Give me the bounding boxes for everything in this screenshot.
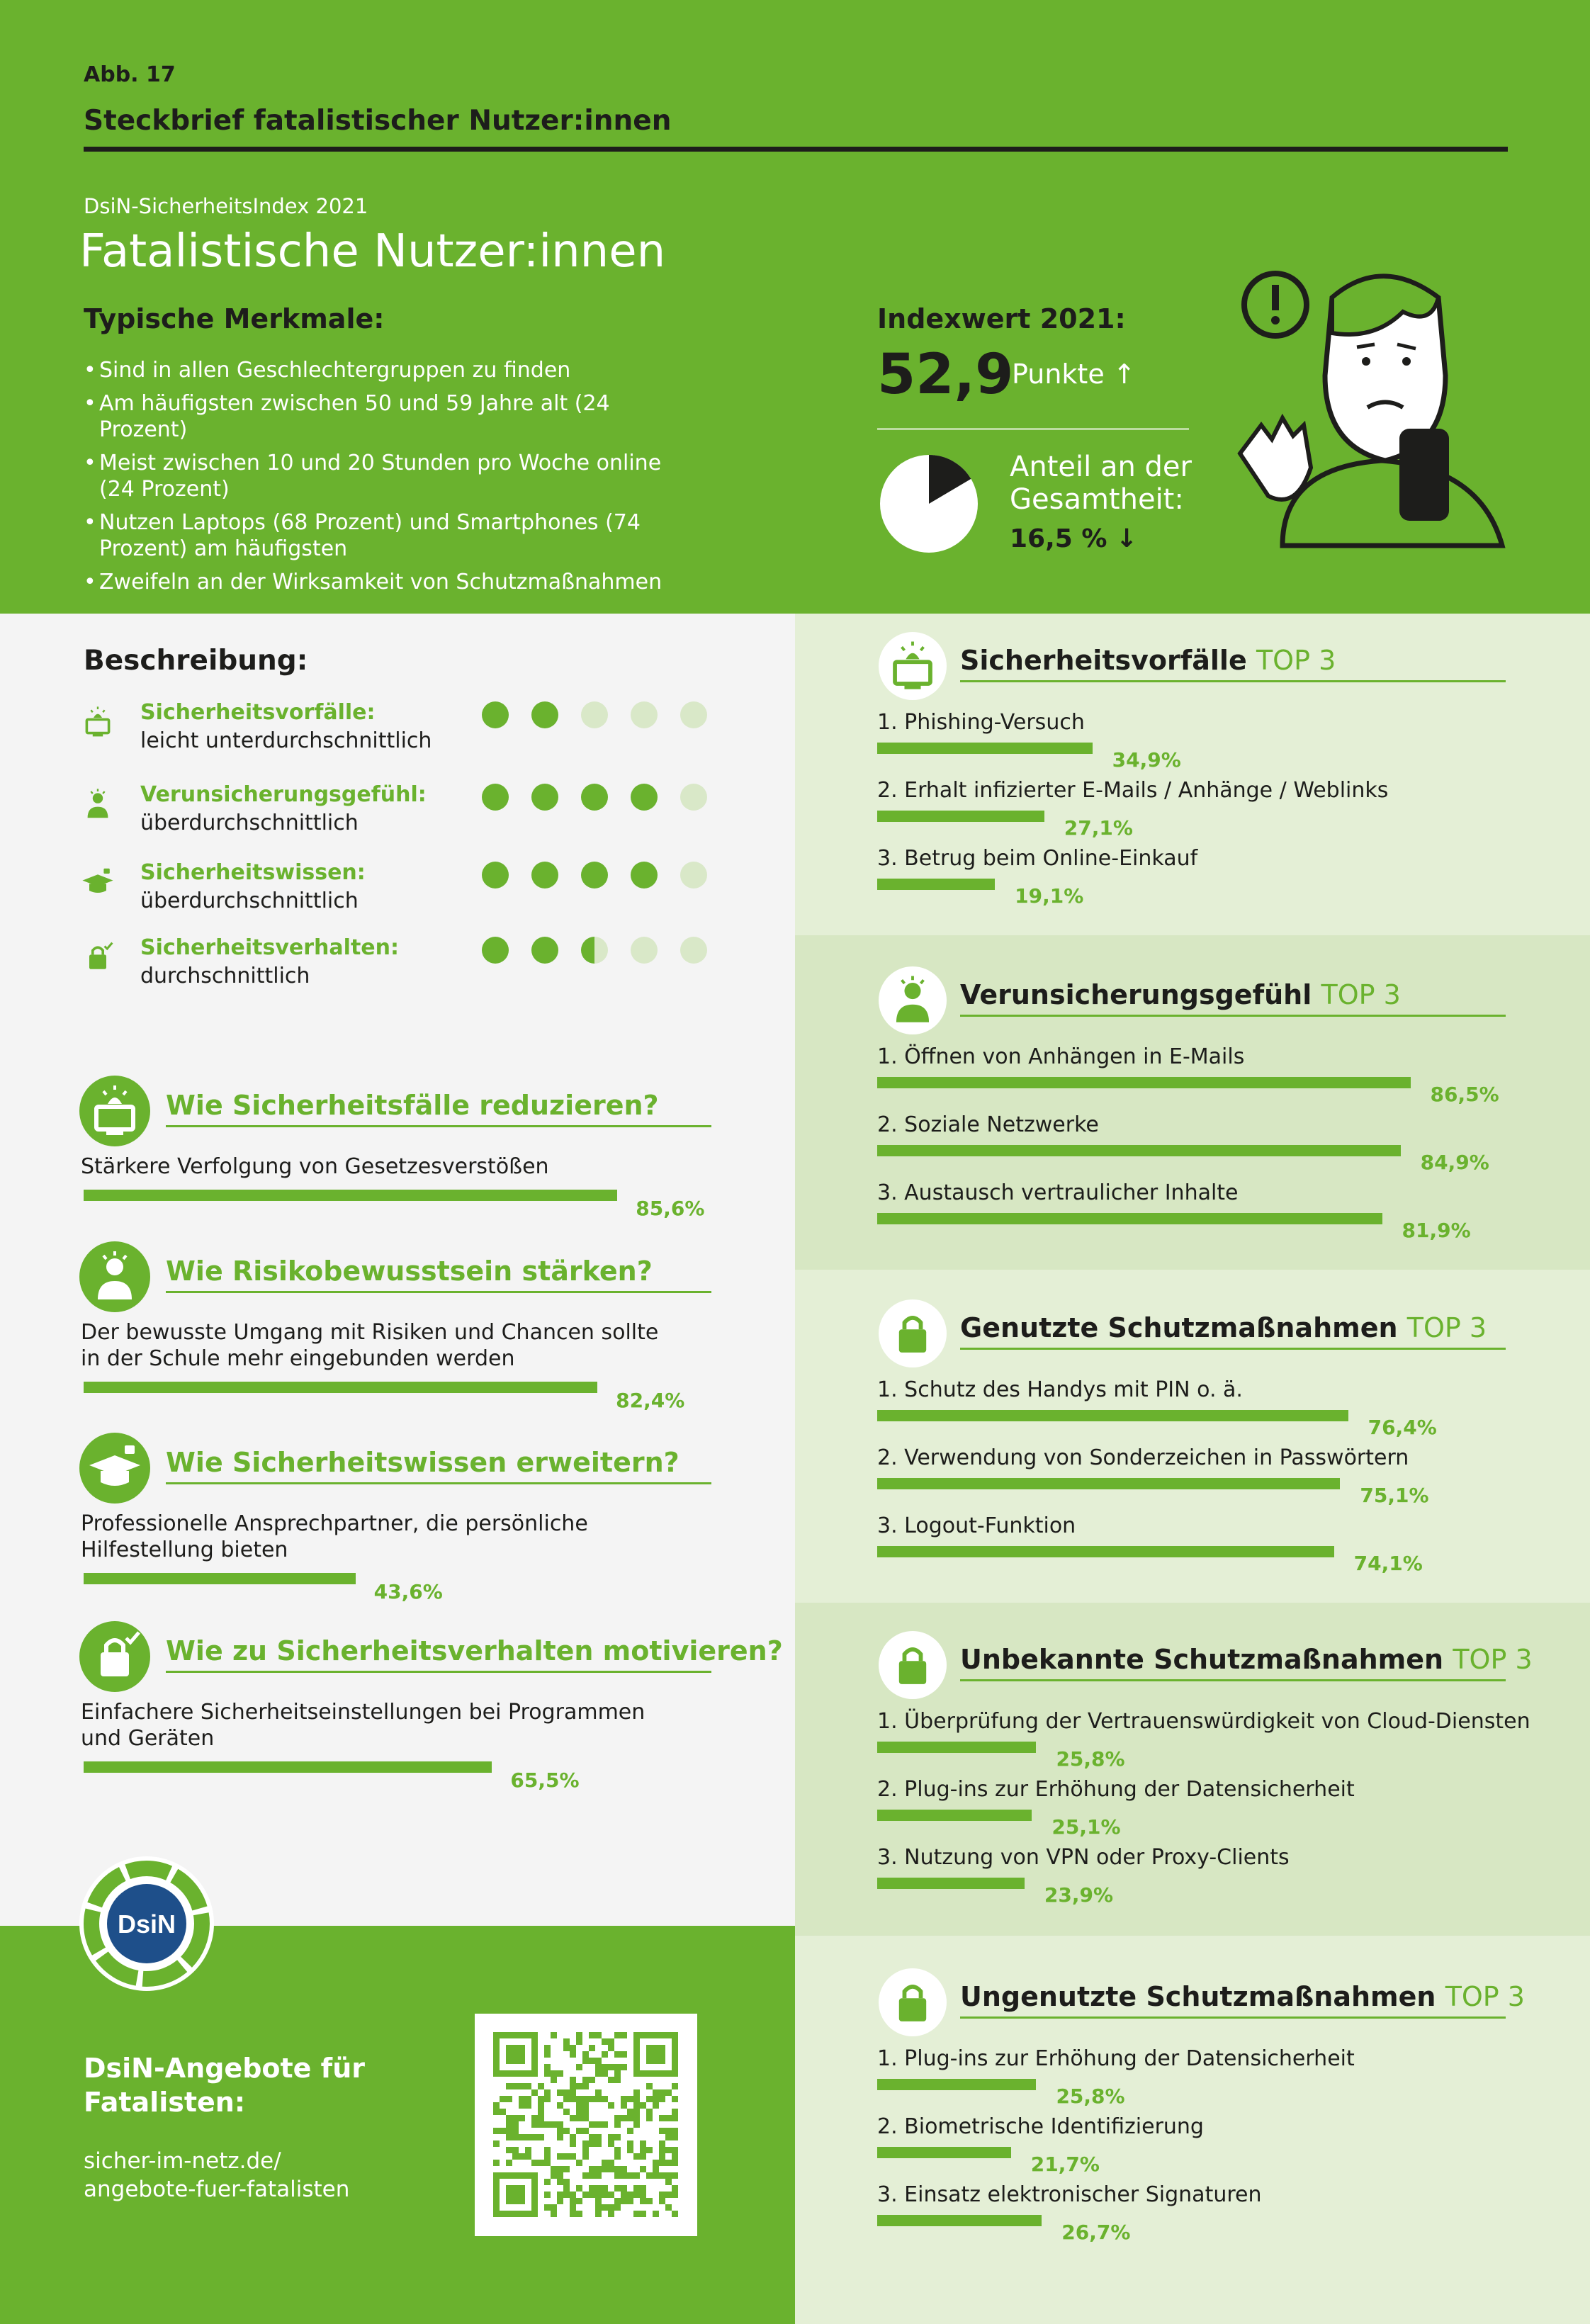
rating-dot [631,862,658,889]
top-list-rule [960,2016,1506,2019]
rating-dot [482,937,509,964]
top-list-rule [960,680,1506,682]
question-title: Wie zu Sicherheitsverhalten motivieren? [166,1635,783,1666]
index-unit: Punkte ↑ [1012,359,1136,390]
rating-dots [482,701,707,728]
top-list-title: Genutzte Schutzmaßnahmen TOP 3 [960,1312,1487,1343]
merkmal-item: • Meist zwischen 10 und 20 Stunden pro Woche online (24 Prozent) [84,450,693,502]
question-rule [166,1291,711,1293]
merkmal-item: • Nutzen Laptops (68 Prozent) und Smartphones (74 Prozent) am häufigsten [84,509,693,562]
rating-dots [482,784,707,811]
rating-dot [531,937,558,964]
top-list-bar [877,2079,1036,2090]
top-list-percent: 25,1% [1051,1815,1121,1839]
top-list-percent: 76,4% [1368,1416,1437,1439]
question-answer: Stärkere Verfolgung von Gesetzesverstößen [81,1154,549,1179]
top-list-item: 2. Soziale Netzwerke [877,1112,1099,1137]
index-subtitle: DsiN-SicherheitsIndex 2021 [84,194,368,218]
top-list-item: 3. Logout-Funktion [877,1513,1076,1538]
lock-check-icon [79,1621,150,1692]
top-list-bar [877,1077,1411,1088]
top-list-item: 1. Phishing-Versuch [877,710,1085,735]
top3-suffix: TOP 3 [1453,1644,1533,1675]
beschreibung-value: überdurchschnittlich [140,811,359,835]
merkmal-item: • Sind in allen Geschlechtergruppen zu finden [84,357,693,383]
lock-check-icon [77,932,119,982]
top-list-item: 1. Plug-ins zur Erhöhung der Datensicherheit [877,2046,1355,2071]
rating-dot [631,937,658,964]
top-list-title: Unbekannte Schutzmaßnahmen TOP 3 [960,1644,1533,1675]
graduation-cap-icon [77,857,119,907]
dsin-logo [79,1856,214,1991]
question-bar [84,1573,356,1584]
question-bar [84,1761,492,1773]
question-answer: Der bewusste Umgang mit Risiken und Chancen sollte in der Schule mehr eingebunden werden [81,1320,659,1371]
title-rule [84,147,1508,152]
beschreibung-value: durchschnittlich [140,964,310,988]
rating-dots [482,937,707,964]
index-divider [877,428,1189,430]
lock-question-icon [879,1631,947,1699]
top-list-percent: 74,1% [1353,1552,1423,1575]
top-list-bar [877,1145,1401,1156]
top-list-percent: 19,1% [1015,884,1084,908]
index-value: 52,9 [877,343,1014,407]
question-rule [166,1482,711,1484]
top-list-percent: 84,9% [1420,1151,1489,1174]
person-heart-icon [879,966,947,1034]
merkmal-item: • Am häufigsten zwischen 50 und 59 Jahre alt (24 Prozent) [84,390,693,443]
question-rule [166,1671,711,1673]
rating-dots [482,862,707,889]
top-list-percent: 81,9% [1402,1219,1471,1242]
top-list-item: 2. Biometrische Identifizierung [877,2114,1204,2139]
monitor-alarm-icon [77,697,119,747]
anteil-pie-chart [879,453,979,554]
lock-x-icon [879,1968,947,2036]
rating-dot [482,784,509,811]
rating-dot [581,862,608,889]
lock-icon [879,1299,947,1367]
fatalist-person-illustration [1233,255,1516,560]
figure-title: Steckbrief fatalistischer Nutzer:innen [84,105,672,137]
rating-dot [680,784,707,811]
graduation-cap-icon [79,1433,150,1504]
merkmale-list [84,357,863,602]
top-list-bar [877,1546,1334,1557]
anteil-label: Anteil an der Gesamtheit: [1010,451,1192,516]
top-list-bar [877,1742,1036,1753]
top-list-rule [960,1348,1506,1350]
beschreibung-label: Sicherheitswissen: [140,860,366,885]
monitor-alarm-icon [79,1076,150,1146]
question-percent: 65,5% [510,1769,580,1792]
top-list-item: 2. Plug-ins zur Erhöhung der Datensicherheit [877,1777,1355,1802]
question-percent: 43,6% [373,1580,443,1603]
beschreibung-label: Sicherheitsvorfälle: [140,700,376,725]
top3-suffix: TOP 3 [1406,1312,1487,1343]
top-list-item: 3. Nutzung von VPN oder Proxy-Clients [877,1845,1290,1870]
top-list-bar [877,811,1044,822]
top-list-title: Sicherheitsvorfälle TOP 3 [960,645,1336,676]
top-list-item: 3. Einsatz elektronischer Signaturen [877,2182,1262,2207]
rating-dot [680,862,707,889]
top-list-percent: 25,8% [1056,1747,1125,1771]
angebote-link[interactable]: sicher-im-netz.de/ angebote-fuer-fatalisten [84,2148,350,2202]
top-list-bar [877,879,995,890]
question-answer: Professionelle Ansprechpartner, die persönliche Hilfestellung bieten [81,1511,588,1562]
rating-dot [581,701,608,728]
rating-dot [482,862,509,889]
rating-dot [631,784,658,811]
question-bar [84,1190,617,1201]
merkmale-heading: Typische Merkmale: [84,303,385,334]
anteil-value: 16,5 % ↓ [1010,524,1138,553]
question-answer: Einfachere Sicherheitseinstellungen bei Programmen und Geräten [81,1700,645,1751]
top-list-bar [877,2147,1011,2158]
question-percent: 82,4% [616,1389,685,1412]
rating-dot [531,784,558,811]
top3-suffix: TOP 3 [1321,979,1401,1010]
beschreibung-value: leicht unterdurchschnittlich [140,728,432,753]
svg-text:DsiN: DsiN [117,1910,176,1939]
rating-dot [680,937,707,964]
top-list-item: 2. Erhalt infizierter E-Mails / Anhänge / Weblinks [877,778,1389,803]
beschreibung-heading: Beschreibung: [84,645,308,677]
index-label: Indexwert 2021: [877,303,1126,334]
rating-dot [531,862,558,889]
top-list-item: 3. Austausch vertraulicher Inhalte [877,1180,1239,1205]
person-heart-icon [79,1241,150,1312]
beschreibung-value: überdurchschnittlich [140,889,359,913]
top-list-bar [877,1410,1348,1421]
top-list-percent: 23,9% [1044,1883,1114,1907]
top-list-bar [877,1810,1032,1821]
question-percent: 85,6% [636,1197,705,1220]
top-list-title: Verunsicherungsgefühl TOP 3 [960,979,1401,1010]
qr-code[interactable] [475,2014,697,2236]
top-list-percent: 25,8% [1056,2085,1125,2108]
question-title: Wie Sicherheitsfälle reduzieren? [166,1090,659,1121]
rating-dot [581,937,608,964]
monitor-alarm-icon [879,632,947,700]
top-list-item: 1. Öffnen von Anhängen in E-Mails [877,1044,1245,1069]
rating-dot [531,701,558,728]
top-list-percent: 34,9% [1112,748,1181,772]
top-list-bar [877,1478,1340,1489]
top-list-title: Ungenutzte Schutzmaßnahmen TOP 3 [960,1981,1525,2012]
top-list-bar [877,743,1093,754]
rating-dot [631,701,658,728]
top-list-item: 3. Betrug beim Online-Einkauf [877,846,1198,871]
rating-dot [680,701,707,728]
top-list-item: 2. Verwendung von Sonderzeichen in Passwörtern [877,1445,1409,1470]
question-rule [166,1125,711,1127]
angebote-title: DsiN-Angebote für Fatalisten: [84,2053,365,2118]
question-title: Wie Risikobewusstsein stärken? [166,1256,653,1287]
question-title: Wie Sicherheitswissen erweitern? [166,1447,680,1478]
top-list-bar [877,2215,1042,2226]
person-heart-icon [77,779,119,829]
figure-label: Abb. 17 [84,62,176,87]
top3-suffix: TOP 3 [1256,645,1336,676]
top-list-item: 1. Überprüfung der Vertrauenswürdigkeit von Cloud-Diensten [877,1709,1530,1734]
top-list-percent: 86,5% [1430,1083,1499,1106]
top-list-rule [960,1015,1506,1017]
top-list-percent: 75,1% [1360,1484,1429,1507]
page-title: Fatalistische Nutzer:innen [79,225,666,278]
top3-suffix: TOP 3 [1445,1981,1525,2012]
top-list-percent: 27,1% [1064,816,1133,840]
beschreibung-label: Sicherheitsverhalten: [140,935,399,960]
top-list-bar [877,1213,1382,1224]
top-list-item: 1. Schutz des Handys mit PIN o. ä. [877,1377,1243,1402]
top-list-percent: 21,7% [1030,2153,1100,2176]
beschreibung-label: Verunsicherungsgefühl: [140,782,427,807]
top-list-rule [960,1679,1506,1681]
rating-dot [581,784,608,811]
merkmal-item: • Zweifeln an der Wirksamkeit von Schutzmaßnahmen [84,569,693,595]
top-list-bar [877,1878,1025,1889]
question-bar [84,1382,597,1393]
top-list-percent: 26,7% [1061,2221,1131,2244]
rating-dot [482,701,509,728]
